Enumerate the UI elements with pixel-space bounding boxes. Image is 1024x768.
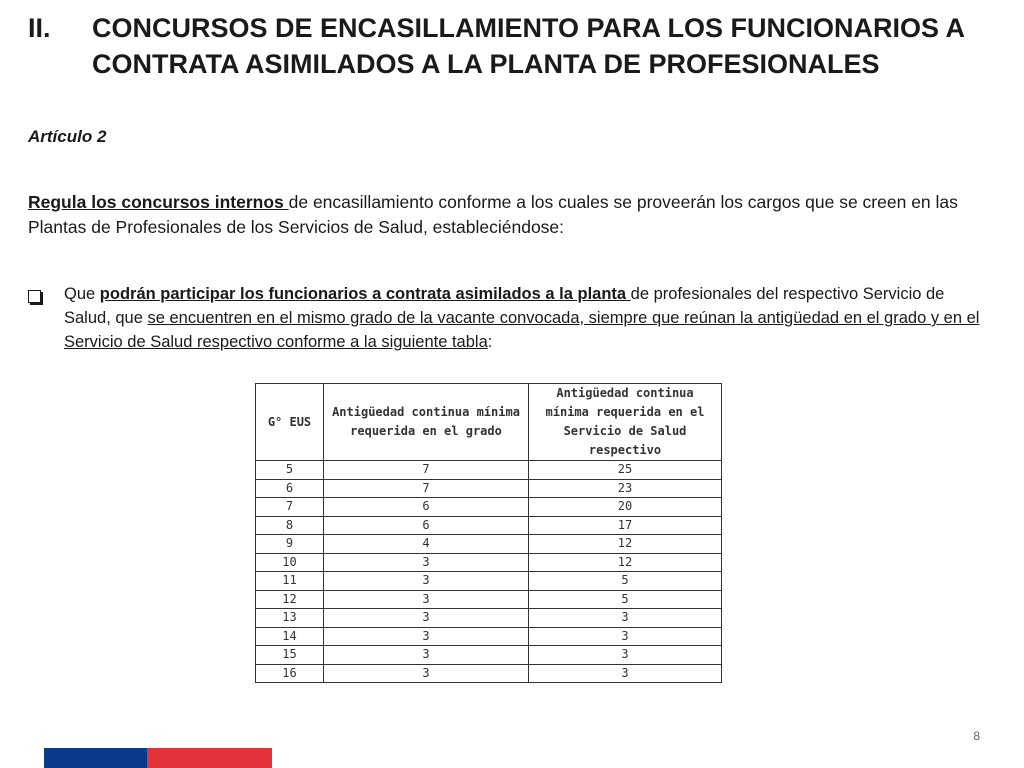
bullet-text-part: Que [64, 285, 100, 303]
cell: 13 [256, 609, 324, 628]
cell: 5 [529, 572, 722, 591]
cell: 10 [256, 553, 324, 572]
cell: 3 [529, 646, 722, 665]
article-heading: Artículo 2 [28, 127, 107, 146]
table-row [256, 590, 722, 609]
table-row [256, 535, 722, 554]
cell: 3 [324, 627, 529, 646]
bullet-text-part: : [487, 333, 493, 351]
cell: 5 [529, 590, 722, 609]
cell: 17 [529, 516, 722, 535]
cell: 12 [529, 535, 722, 554]
cell: 6 [324, 516, 529, 535]
cell: 6 [256, 479, 324, 498]
checkbox-bullet-icon [28, 282, 64, 354]
table-row [256, 461, 722, 480]
paragraph-underlined-text: Regula los concursos internos [28, 192, 289, 212]
table-row [256, 553, 722, 572]
paragraph-text: de encasillamiento conforme a los cuales se proveerán los cargos que se creen en las Plantas de Profesionales de los Servicios de Salud, estableciéndose: [28, 192, 958, 237]
table-row [256, 627, 722, 646]
title-number: II. [28, 13, 51, 43]
cell: 3 [324, 609, 529, 628]
table-row [256, 498, 722, 517]
bullet-text [64, 282, 993, 354]
table-row [256, 646, 722, 665]
cell: 25 [529, 461, 722, 480]
title-text: CONCURSOS DE ENCASILLAMIENTO PARA LOS FUNCIONARIOS A CONTRATA ASIMILADOS A LA PLANTA DE PROFESIONALES [92, 13, 965, 79]
intro-paragraph [28, 190, 993, 240]
cell: 16 [256, 664, 324, 683]
cell: 3 [324, 664, 529, 683]
cell: 4 [324, 535, 529, 554]
table-row [256, 516, 722, 535]
cell: 14 [256, 627, 324, 646]
table-row [256, 572, 722, 591]
cell: 3 [324, 646, 529, 665]
cell: 23 [529, 479, 722, 498]
table-header-row [256, 384, 722, 461]
cell: 7 [324, 461, 529, 480]
footer-color-bar [44, 748, 272, 768]
header-grade: G° EUS [256, 384, 324, 461]
cell: 12 [529, 553, 722, 572]
cell: 3 [529, 664, 722, 683]
bullet-text-emphasis: podrán participar los funcionarios a contrata asimilados a la planta [99, 285, 631, 303]
slide-title [28, 10, 1008, 82]
footer-blue-segment [44, 748, 147, 768]
cell: 5 [256, 461, 324, 480]
bullet-text-underlined: se encuentren en el mismo grado de la vacante convocada, siempre que reúnan la antigüedad en el grado y en el Servicio de Salud respectivo conforme a la siguiente tabla [64, 309, 980, 351]
cell: 3 [324, 590, 529, 609]
table-row [256, 664, 722, 683]
cell: 8 [256, 516, 324, 535]
cell: 3 [324, 553, 529, 572]
header-seniority-grade: Antigüedad continua mínima requerida en el grado [324, 384, 529, 461]
cell: 20 [529, 498, 722, 517]
cell: 3 [529, 627, 722, 646]
cell: 11 [256, 572, 324, 591]
table-row [256, 609, 722, 628]
cell: 15 [256, 646, 324, 665]
page-number: 8 [973, 729, 980, 743]
seniority-table [255, 383, 722, 683]
cell: 9 [256, 535, 324, 554]
footer-red-segment [147, 748, 272, 768]
bullet-text-part: de profesionales del respectivo Servicio de Salud, que [64, 285, 945, 327]
cell: 3 [324, 572, 529, 591]
cell: 7 [256, 498, 324, 517]
cell: 12 [256, 590, 324, 609]
bullet-item [28, 282, 993, 354]
cell: 6 [324, 498, 529, 517]
header-seniority-service: Antigüedad continua mínima requerida en el Servicio de Salud respectivo [529, 384, 722, 461]
table-row [256, 479, 722, 498]
cell: 3 [529, 609, 722, 628]
cell: 7 [324, 479, 529, 498]
